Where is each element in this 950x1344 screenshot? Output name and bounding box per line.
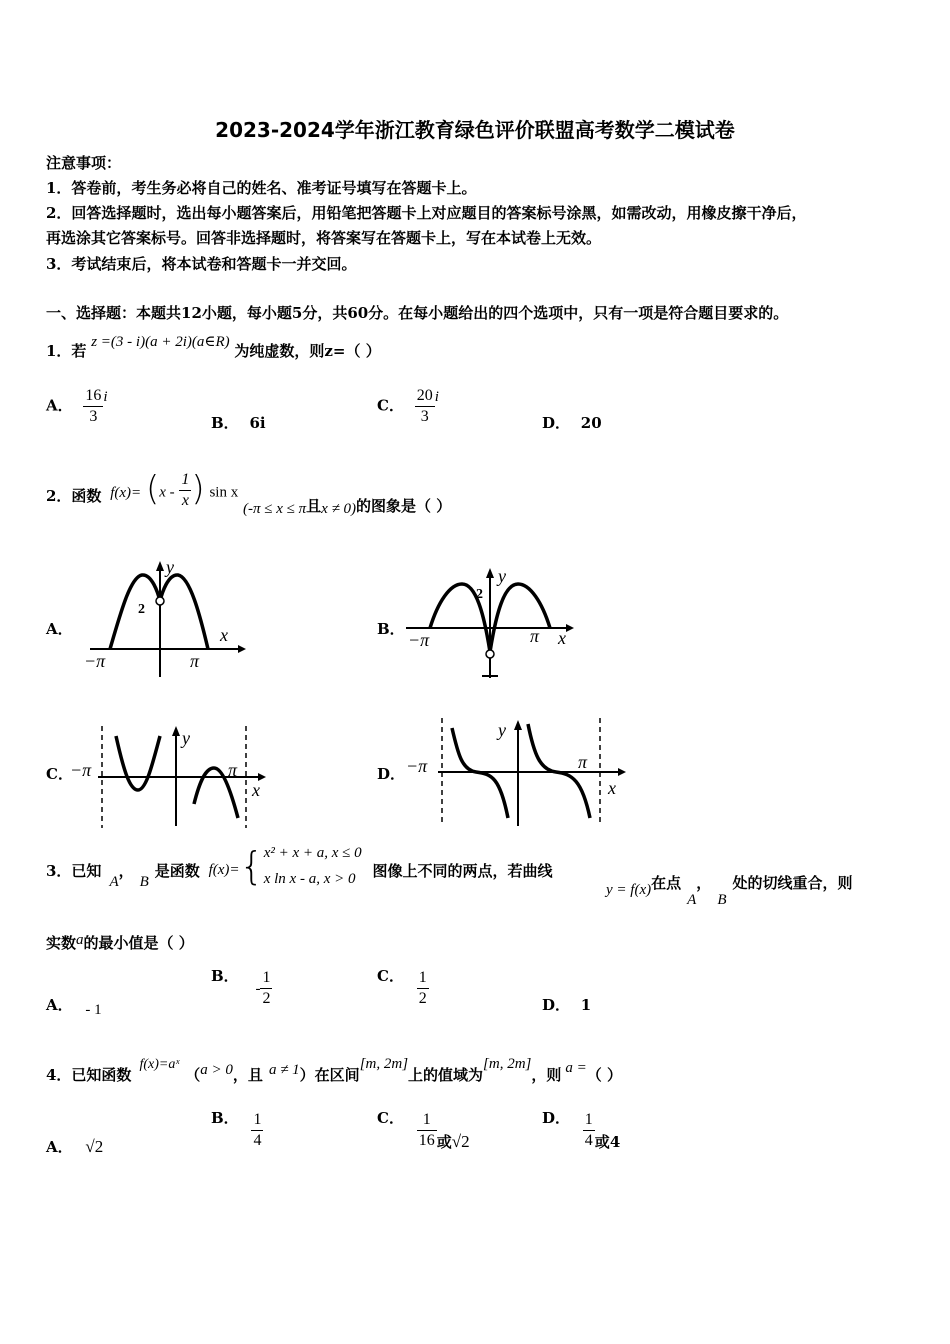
q1-c-i: i [434,388,439,405]
q3-is-function: 是函数 [154,862,200,880]
q4-cond2: a ≠ 1 [268,1062,300,1078]
graph-a-y-label: y [166,557,174,577]
graph-b-neg-pi: −π [408,630,430,650]
q2-option-a-label: A． [46,620,73,638]
q3-case-1: x² + x + a, x ≤ 0 [263,845,362,861]
q4-d-value: 4 [609,1132,621,1151]
q4-d-or: 或 [594,1132,610,1151]
graph-b-y-label: y [498,566,506,586]
q3-tail: 处的切线重合，则 [732,874,853,892]
q3-line-2 [46,932,194,953]
section-heading: 一、选择题：本题共12小题，每小题5分，共60分。在每小题给出的四个选项中，只有一项是符合题目要求的。 [46,304,789,322]
notice-item-2-cont: 再选涂其它答案标号。回答非选择题时，将答案写在答题卡上，写在本试卷上无效。 [46,229,602,247]
q2-sin: sin x [209,484,239,501]
q3-option-c [377,968,429,1009]
q3-curve-line [606,872,853,908]
graph-d-x-label: x [608,778,616,798]
q1-option-c [377,386,439,427]
q1-option-b-label: B． [211,414,239,432]
q4-option-b-label: B． [211,1108,239,1127]
q4-option-d [542,1110,620,1151]
q2-frac-num: 1 [179,470,191,491]
q3-shishu: 实数 [46,934,77,952]
q4-a-eq: a = [565,1060,587,1076]
graph-c-pi: π [228,760,238,780]
graph-b-x-arrow [566,624,574,632]
graph-a-pi: π [190,651,200,671]
q3-option-a-value: - 1 [85,1002,102,1018]
graph-d-y-label: y [498,720,506,740]
q2-left-paren: ( [145,468,160,509]
graph-a-x-label: x [220,625,228,645]
q3-c-denominator: 2 [418,990,427,1007]
q1-number: 1．若 [46,342,87,360]
q4-option-a-label: A． [46,1138,73,1156]
q4-option-a-value: √2 [85,1137,104,1156]
q1-tail: 为纯虚数，则z=（ ） [234,342,381,360]
q1-option-b [211,412,266,433]
question-1 [46,330,381,360]
q2-graph-d [400,714,630,830]
q4-c-numerator: 1 [417,1110,437,1131]
graph-d-neg-pi: −π [406,756,428,776]
graph-d-y-arrow [514,720,522,730]
q2-function: f(x)= [110,484,142,501]
q4-c-or: 或 [436,1132,452,1151]
q3-a: a [76,932,84,948]
graph-b-x-label: x [558,628,566,648]
q1-option-d-label: D． [542,414,571,432]
q2-option-b-label: B． [377,620,405,638]
q1-a-i: i [103,388,108,405]
q4-zhiyu: 上的值域为 [408,1066,484,1084]
q4-d-denominator: 4 [584,1132,593,1149]
notice-item-1: 1．答卷前，考生务必将自己的姓名、准考证号填写在答题卡上。 [46,179,477,197]
graph-c-left-branch [116,736,160,790]
graph-a-hole [156,597,164,605]
q4-c-value: √2 [451,1131,470,1151]
q4-interval: [m, 2m] [359,1056,409,1072]
q3-b-numerator: 1 [260,968,272,989]
q4-option-c [377,1110,470,1151]
q1-option-a-label: A． [46,396,73,415]
q4-number: 4．已知函数 [46,1066,132,1084]
notice-item-2: 2．回答选择题时，选出每小题答案后，用铅笔把答题卡上对应题目的答案标号涂黑，如需改动，用橡皮擦干净后， [46,204,807,222]
graph-b-y-arrow [486,568,494,578]
graph-c-y-arrow [172,726,180,736]
q4-qie: ，且 [232,1066,263,1084]
q1-option-d [542,412,602,433]
q3-b-denominator: 2 [262,990,271,1007]
q4-b-numerator: 1 [251,1110,263,1131]
q3-number: 3．已知 [46,862,102,880]
q2-inner: x - [159,484,175,501]
notice-heading: 注意事项： [46,154,122,172]
q1-c-denominator: 3 [420,408,429,425]
q4-paren-open: （ [185,1066,201,1084]
q4-interval2: [m, 2m] [483,1056,532,1072]
graph-b-two: 2 [476,587,483,602]
q2-qie: 且 [306,496,322,515]
question-4 [46,1052,623,1084]
q1-option-a [46,386,108,427]
graph-a-x-arrow [238,645,246,653]
q2-option-d-label: D． [377,765,406,783]
q3-point-b: B [139,874,149,890]
q1-c-numerator: 20 [415,386,435,407]
q3-point-a: A [109,874,119,890]
q1-option-b-value: 6i [249,414,266,432]
q2-graph-a [80,555,250,683]
q3-option-c-label: C． [377,966,404,985]
q3-c-numerator: 1 [417,968,429,989]
q4-answer-paren: （ ） [586,1066,623,1084]
graph-a-neg-pi: −π [84,651,106,671]
question-3 [46,844,552,896]
graph-c-x-label: x [252,780,260,800]
q3-point-b2: B [717,892,727,908]
page-title: 2023-2024学年浙江教育绿色评价联盟高考数学二模试卷 [215,118,735,142]
q3-option-d [542,994,591,1015]
q4-option-b [211,1110,263,1151]
q4-option-d-label: D． [542,1108,571,1127]
q4-zai-qujian: ）在区间 [299,1066,360,1084]
q4-function: f(x)=aˣ [139,1057,180,1072]
q3-function: f(x)= [208,862,240,878]
q2-domain: (-π ≤ x ≤ π [242,500,307,517]
graph-c-neg-pi: −π [70,760,92,780]
q3-option-b-label: B． [211,966,239,985]
q2-number: 2．函数 [46,486,102,505]
graph-c-y-label: y [182,728,190,748]
q2-graph-c [70,722,280,832]
graph-b-pi: π [530,626,540,646]
q3-middle: 图像上不同的两点，若曲线 [372,862,553,880]
q1-a-numerator: 16 [83,386,103,407]
q2-option-c-label: C． [46,765,73,783]
q1-option-d-value: 20 [580,414,602,432]
q1-expression: z =(3 - i)(a + 2i)(a∈R) [91,334,230,350]
q3-at: 在点 [651,874,682,892]
q3-comma2: ， [696,874,712,892]
q3-option-b [211,968,272,1009]
q4-ze: ，则 [531,1066,562,1084]
q4-b-denominator: 4 [253,1132,262,1149]
q4-option-c-label: C． [377,1108,404,1127]
q4-d-numerator: 1 [583,1110,595,1131]
q4-c-denominator: 16 [418,1132,435,1149]
q2-frac-den: x [181,492,189,509]
q3-option-d-value: 1 [580,996,592,1014]
q3-point-a2: A [687,892,697,908]
q2-tail: 的图象是（ ） [356,496,452,515]
q2-domain2: x ≠ 0) [321,500,357,517]
graph-d-x-arrow [618,768,626,776]
q3-option-a [46,994,102,1018]
q3-option-b-sign: - [255,980,261,997]
q2-graph-b [400,562,580,682]
q4-cond1: a > 0 [200,1062,233,1078]
q1-option-c-label: C． [377,396,404,415]
graph-d-pi: π [578,752,588,772]
q1-a-denominator: 3 [89,408,98,425]
q3-comma: ， [118,862,134,880]
q3-curve: y = f(x) [606,882,652,898]
graph-a-y-arrow [156,561,164,571]
q3-case-2: x ln x - a, x > 0 [263,871,356,887]
q3-brace: { [239,844,264,888]
graph-b-hole [486,650,494,658]
q3-line2-tail: 的最小值是（ ） [83,934,194,952]
graph-a-two: 2 [138,602,145,617]
question-2 [46,468,452,517]
q3-option-d-label: D． [542,996,571,1014]
q2-right-paren: ) [191,468,205,509]
q3-option-a-label: A． [46,996,73,1014]
q4-option-a [46,1136,103,1157]
notice-item-3: 3．考试结束后，将本试卷和答题卡一并交回。 [46,255,357,273]
